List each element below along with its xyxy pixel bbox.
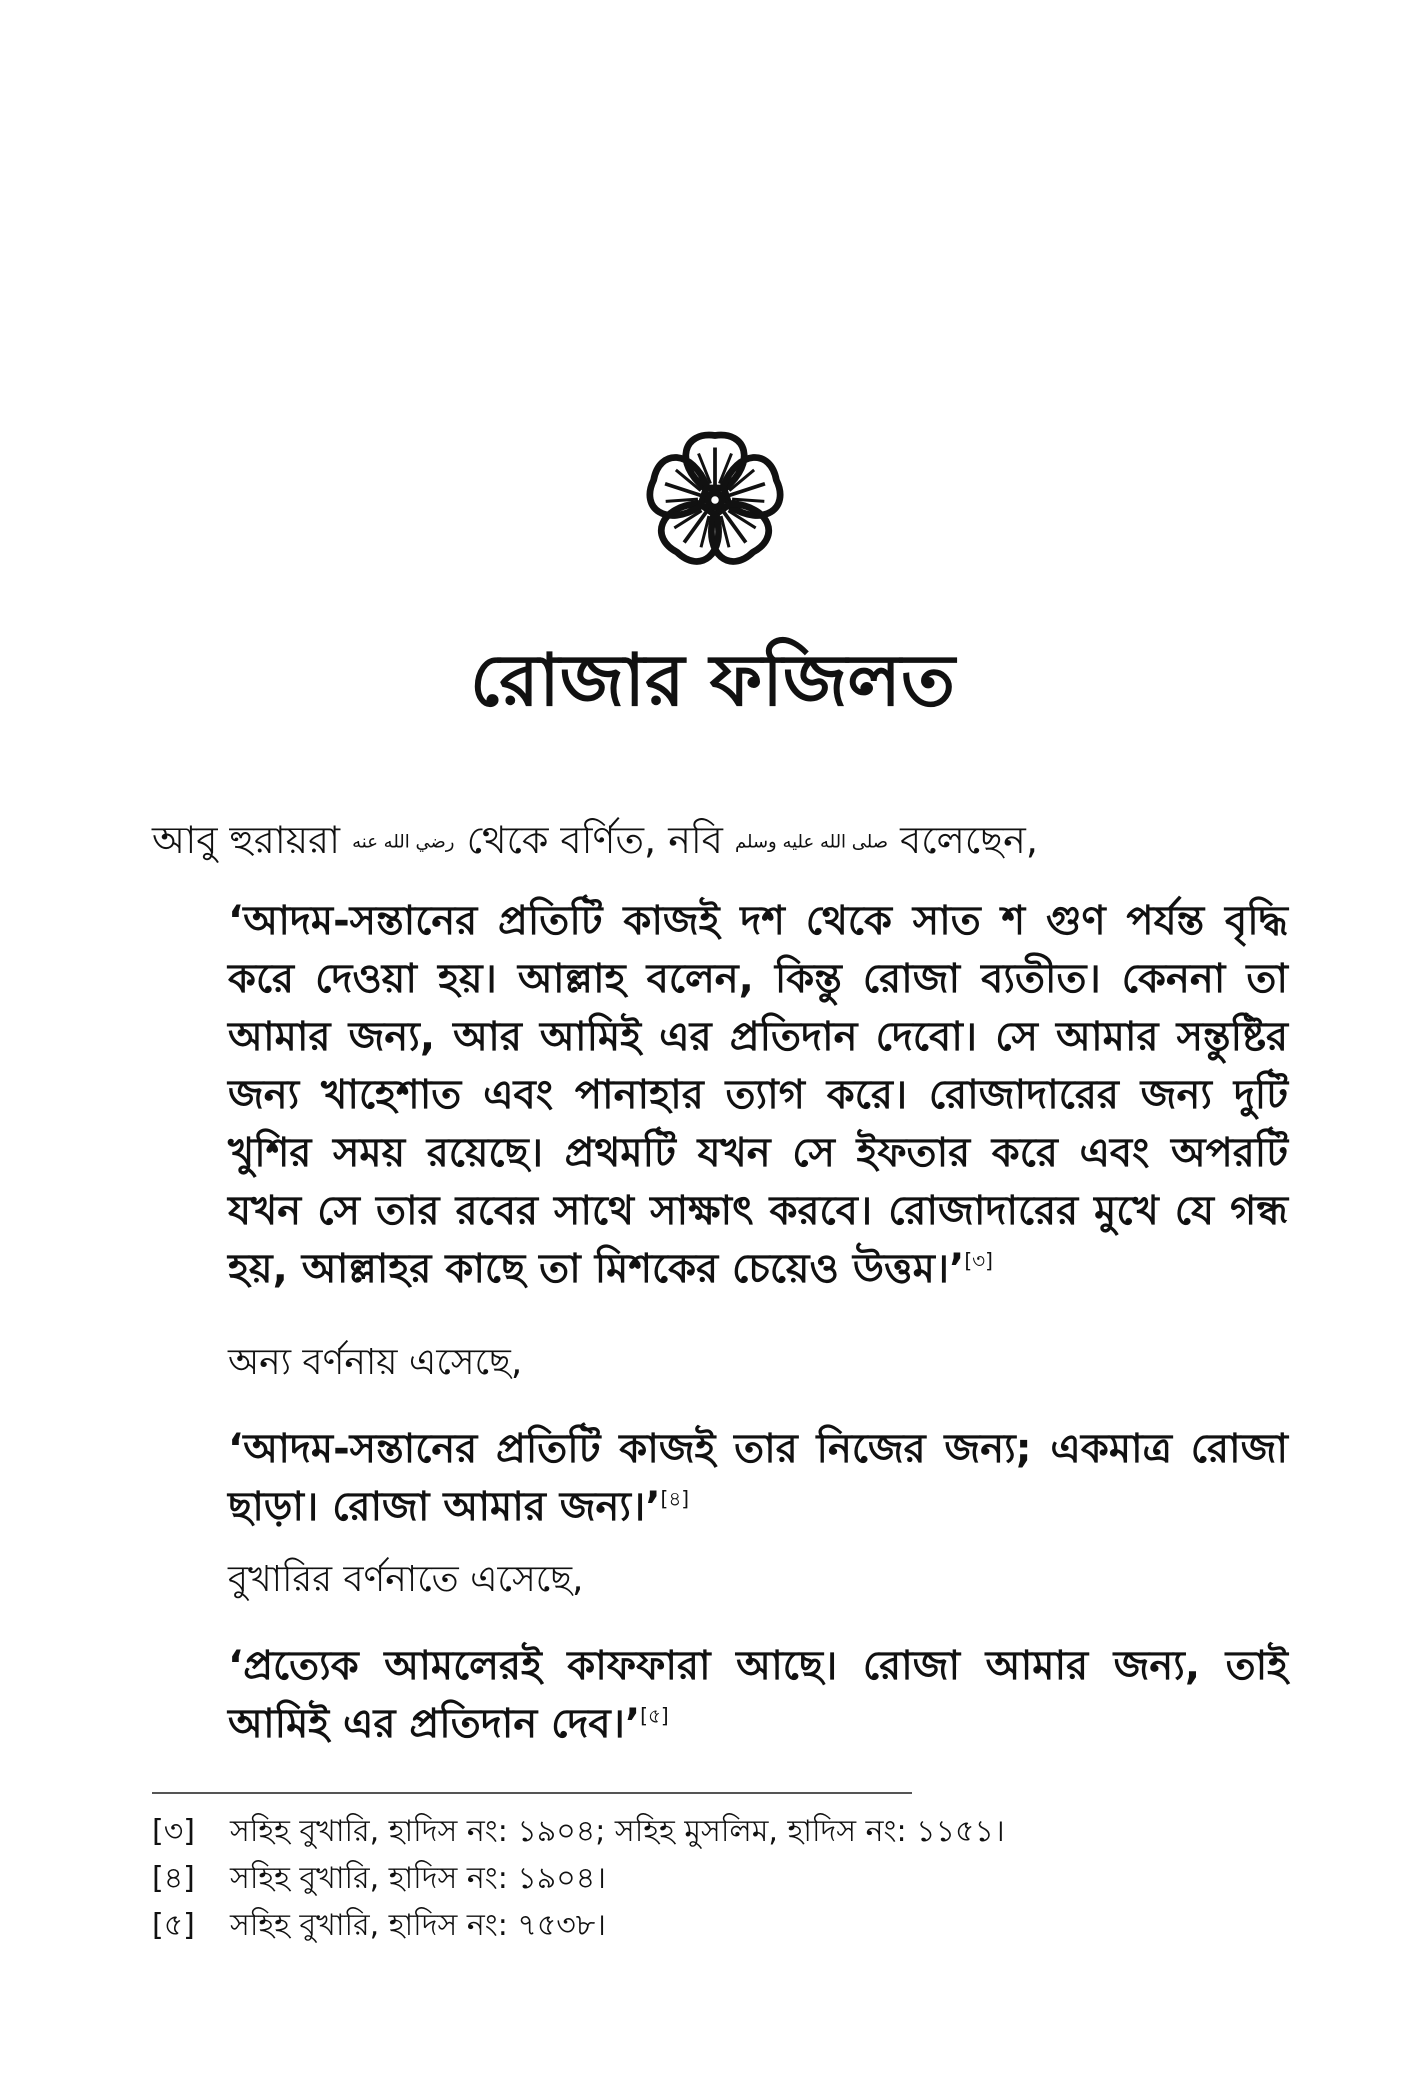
footnote-3 <box>152 1808 1282 1855</box>
footnote-text: সহিহ বুখারি, হাদিস নং: ১৯০৪। <box>230 1861 606 1896</box>
quote-3-text: ‘প্রত্যেক আমলেরই কাফফারা আছে। রোজা আমার জন্য, তাই আমিই এর প্রতিদান দেব।’ <box>228 1643 1288 1747</box>
intro-middle: থেকে বর্ণিত, নবি <box>466 818 723 862</box>
hadith-quote-2 <box>228 1420 1288 1536</box>
footnote-mark: [৩] <box>152 1814 195 1849</box>
footnote-ref-5[interactable]: [৫] <box>640 1703 669 1728</box>
footnote-5 <box>152 1902 1282 1949</box>
footnote-4 <box>152 1855 1282 1902</box>
footnote-divider <box>152 1792 912 1794</box>
footnote-ref-3[interactable]: [৩] <box>964 1248 993 1273</box>
quote-2-text: ‘আদম-সন্তানের প্রতিটি কাজই তার নিজের জন্য; একমাত্র রোজা ছাড়া। রোজা আমার জন্য।’ <box>228 1426 1288 1530</box>
intro-end: বলেছেন, <box>900 818 1038 862</box>
narration-3: বুখারির বর্ণনাতে এসেছে, <box>228 1559 584 1600</box>
hadith-quote-3 <box>228 1637 1288 1753</box>
footnotes <box>152 1808 1282 1949</box>
intro-narrator: আবু হুরায়রা <box>152 818 341 862</box>
footnote-text: সহিহ বুখারি, হাদিস নং: ১৯০৪; সহিহ মুসলিম, হাদিস নং: ১১৫১। <box>230 1814 1005 1849</box>
footnote-mark: [৪] <box>152 1861 195 1896</box>
honorific-radiallahu-anhu: رضي الله عنه <box>352 831 455 853</box>
hadith-intro <box>152 810 1282 873</box>
quote-1-text: ‘আদম-সন্তানের প্রতিটি কাজই দশ থেকে সাত শ গুণ পর্যন্ত বৃদ্ধি করে দেওয়া হয়। আল্লাহ বলেন, কিন্তু রোজা ব্যতীত। কেননা তা আমার জন্য, আর আমিই এর প্রতিদান দেবো। সে আমার সন্তুষ্টির জন্য খাহেশাত এবং পানাহার ত্যাগ করে। রোজাদারের জন্য দুটি খুশির সময় রয়েছে। প্রথমটি যখন সে ইফতার করে এবং অপরটি যখন সে তার রবের সাথে সাক্ষাৎ করবে। রোজাদারের মুখে যে গন্ধ হয়, আল্লাহর কাছে তা মিশকের চেয়েও উত্তম।’ <box>228 898 1288 1292</box>
narration-2: অন্য বর্ণনায় এসেছে, <box>228 1342 523 1383</box>
chapter-title: রোজার ফজিলত <box>470 638 955 722</box>
footnote-text: সহিহ বুখারি, হাদিস নং: ৭৫৩৮। <box>230 1908 607 1943</box>
flower-icon <box>640 425 790 575</box>
footnote-ref-4[interactable]: [৪] <box>660 1486 690 1511</box>
footnote-mark: [৫] <box>152 1908 195 1943</box>
hadith-quote-1 <box>228 892 1288 1298</box>
honorific-sallallahu-alaihi-wasallam: صلى الله عليه وسلم <box>735 831 889 853</box>
